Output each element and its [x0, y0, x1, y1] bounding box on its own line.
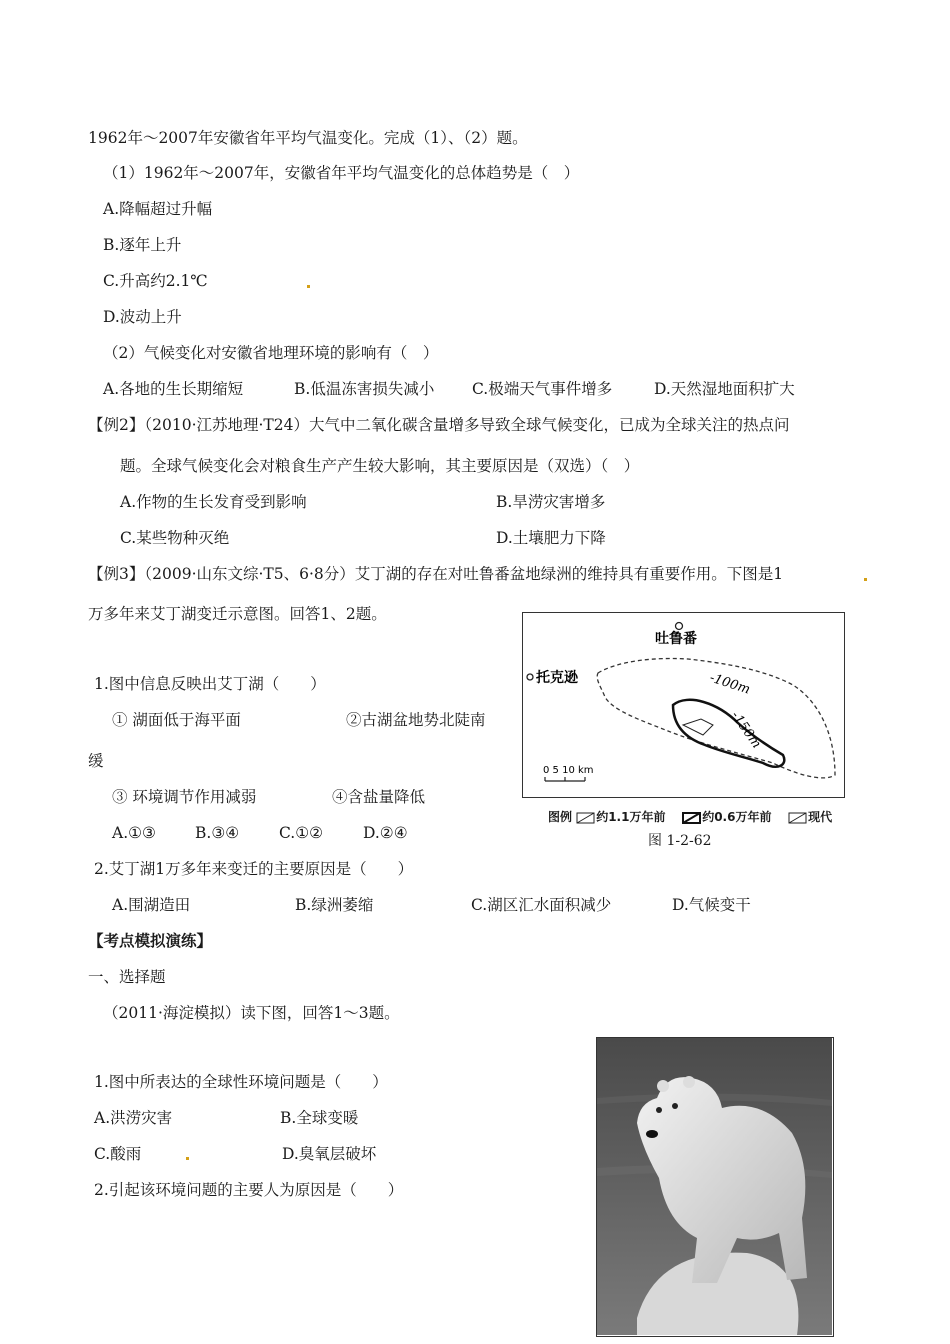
ex3-q1-statement-3: ③ 环境调节作用减弱: [112, 788, 257, 806]
polar-bear-image: [597, 1038, 832, 1335]
ex2-text1: （2010·江苏地理·T24）大气中二氧化碳含量增多导致全球气候变化，已成为全球关注的热点问: [144, 416, 790, 434]
ex3-q2-option-b: B.绿洲萎缩: [295, 896, 374, 914]
ex2-option-c: C.某些物种灭绝: [120, 529, 230, 547]
drill-section: 一、选择题: [88, 968, 166, 986]
drill-q1-option-b: B.全球变暖: [280, 1109, 359, 1127]
ex3-q2-option-d: D.气候变干: [672, 896, 751, 914]
polar-bear-photo: [596, 1037, 834, 1337]
drill-q1-stem: 1.图中所表达的全球性环境问题是（ ）: [94, 1073, 388, 1091]
ex2-option-b: B.旱涝灾害增多: [496, 493, 606, 511]
drill-q2-stem: 2.引起该环境问题的主要人为原因是（ ）: [94, 1181, 404, 1199]
ex3-q1-option-c: C.①②: [279, 824, 324, 842]
ex2-option-d: D.土壤肥力下降: [496, 529, 606, 547]
q1-option-d: D.波动上升: [103, 308, 182, 326]
ex3-q1-statement-4: ④含盐量降低: [332, 788, 426, 806]
legend-item-3: 现代: [808, 810, 833, 824]
dot-mark: [307, 285, 310, 288]
scale-label: 0 5 10 km: [543, 765, 594, 776]
contour-100m-label: -100m: [707, 670, 752, 698]
intro-line: 1962年～2007年安徽省年平均气温变化。完成（1）、（2）题。: [88, 129, 528, 147]
ex3-q1-statement-2: ②古湖盆地势北陡南: [346, 711, 486, 729]
lake-map-svg: [523, 613, 843, 796]
ex3-q1-statement-2-cont: 缓: [88, 752, 104, 770]
ex3-q1-option-d: D.②④: [363, 824, 408, 842]
legend-item-1: 约1.1万年前: [596, 810, 666, 824]
q2-option-c: C.极端天气事件增多: [472, 380, 613, 398]
drill-heading: 【考点模拟演练】: [88, 931, 213, 950]
contour-150m-label: -150m: [727, 708, 764, 752]
ex2-line1: [88, 415, 790, 435]
legend-swatch-icon: [576, 812, 596, 824]
ex2-line2: 题。全球气候变化会对粮食生产产生较大影响，其主要原因是（双选）（ ）: [120, 457, 640, 475]
turpan-marker-icon: [676, 623, 683, 630]
q2-option-a: A.各地的生长期缩短: [103, 380, 244, 398]
ex3-q2-option-c: C.湖区汇水面积减少: [471, 896, 612, 914]
q2-stem: （2）气候变化对安徽省地理环境的影响有（ ）: [103, 344, 439, 362]
ex3-q1-statement-1: ① 湖面低于海平面: [112, 711, 241, 729]
ex3-line2: 万多年来艾丁湖变迁示意图。回答1、2题。: [88, 605, 387, 623]
q2-option-d: D.天然湿地面积扩大: [654, 380, 795, 398]
ex2-option-a: A.作物的生长发育受到影响: [120, 493, 307, 511]
ex2-label: 【例2】: [88, 416, 145, 434]
legend-item-2: 约0.6万年前: [702, 810, 772, 824]
legend-title: 图例: [548, 810, 573, 824]
ex3-q1-stem: 1.图中信息反映出艾丁湖（ ）: [94, 675, 326, 693]
q1-option-b: B.逐年上升: [103, 236, 182, 254]
ex3-text1: （2009·山东文综·T5、6·8分）艾丁湖的存在对吐鲁番盆地绿洲的维持具有重要作用。下图是1: [144, 565, 784, 583]
ex3-line1: [88, 564, 783, 584]
drill-q1-option-a: A.洪涝灾害: [94, 1109, 173, 1127]
bear-nose-icon: [646, 1130, 658, 1138]
ex3-q1-option-a: A.①③: [112, 824, 156, 842]
dot-mark: [864, 578, 867, 581]
city-toksun-label: 托克逊: [536, 670, 578, 686]
q1-option-a: A.降幅超过升幅: [103, 200, 213, 218]
map-legend: [548, 808, 832, 825]
dot-mark: [186, 1157, 189, 1160]
lake-map-figure: [522, 612, 845, 798]
drill-q1-option-d: D.臭氧层破坏: [282, 1145, 377, 1163]
bear-eye-icon: [672, 1103, 678, 1109]
city-turpan-label: 吐鲁番: [655, 631, 697, 647]
toksun-marker-icon: [527, 674, 533, 680]
ex3-label: 【例3】: [88, 565, 145, 583]
q1-stem: （1）1962年～2007年，安徽省年平均气温变化的总体趋势是（ ）: [103, 164, 580, 182]
ex3-q2-stem: 2.艾丁湖1万多年来变迁的主要原因是（ ）: [94, 860, 414, 878]
bear-eye-icon: [656, 1107, 662, 1113]
drill-source: （2011·海淀模拟）读下图，回答1～3题。: [103, 1004, 400, 1022]
q1-option-c: C.升高约2.1℃: [103, 272, 208, 290]
ex3-q2-option-a: A.围湖造田: [112, 896, 191, 914]
drill-q1-option-c: C.酸雨: [94, 1145, 142, 1163]
lake-outline-solid: [673, 700, 784, 767]
q2-option-b: B.低温冻害损失减小: [294, 380, 435, 398]
legend-swatch-icon: [682, 812, 702, 824]
ex3-q1-option-b: B.③④: [195, 824, 240, 842]
lake-present-shape: [683, 719, 713, 735]
map-caption: 图 1-2-62: [648, 833, 712, 849]
legend-swatch-icon: [788, 812, 808, 824]
